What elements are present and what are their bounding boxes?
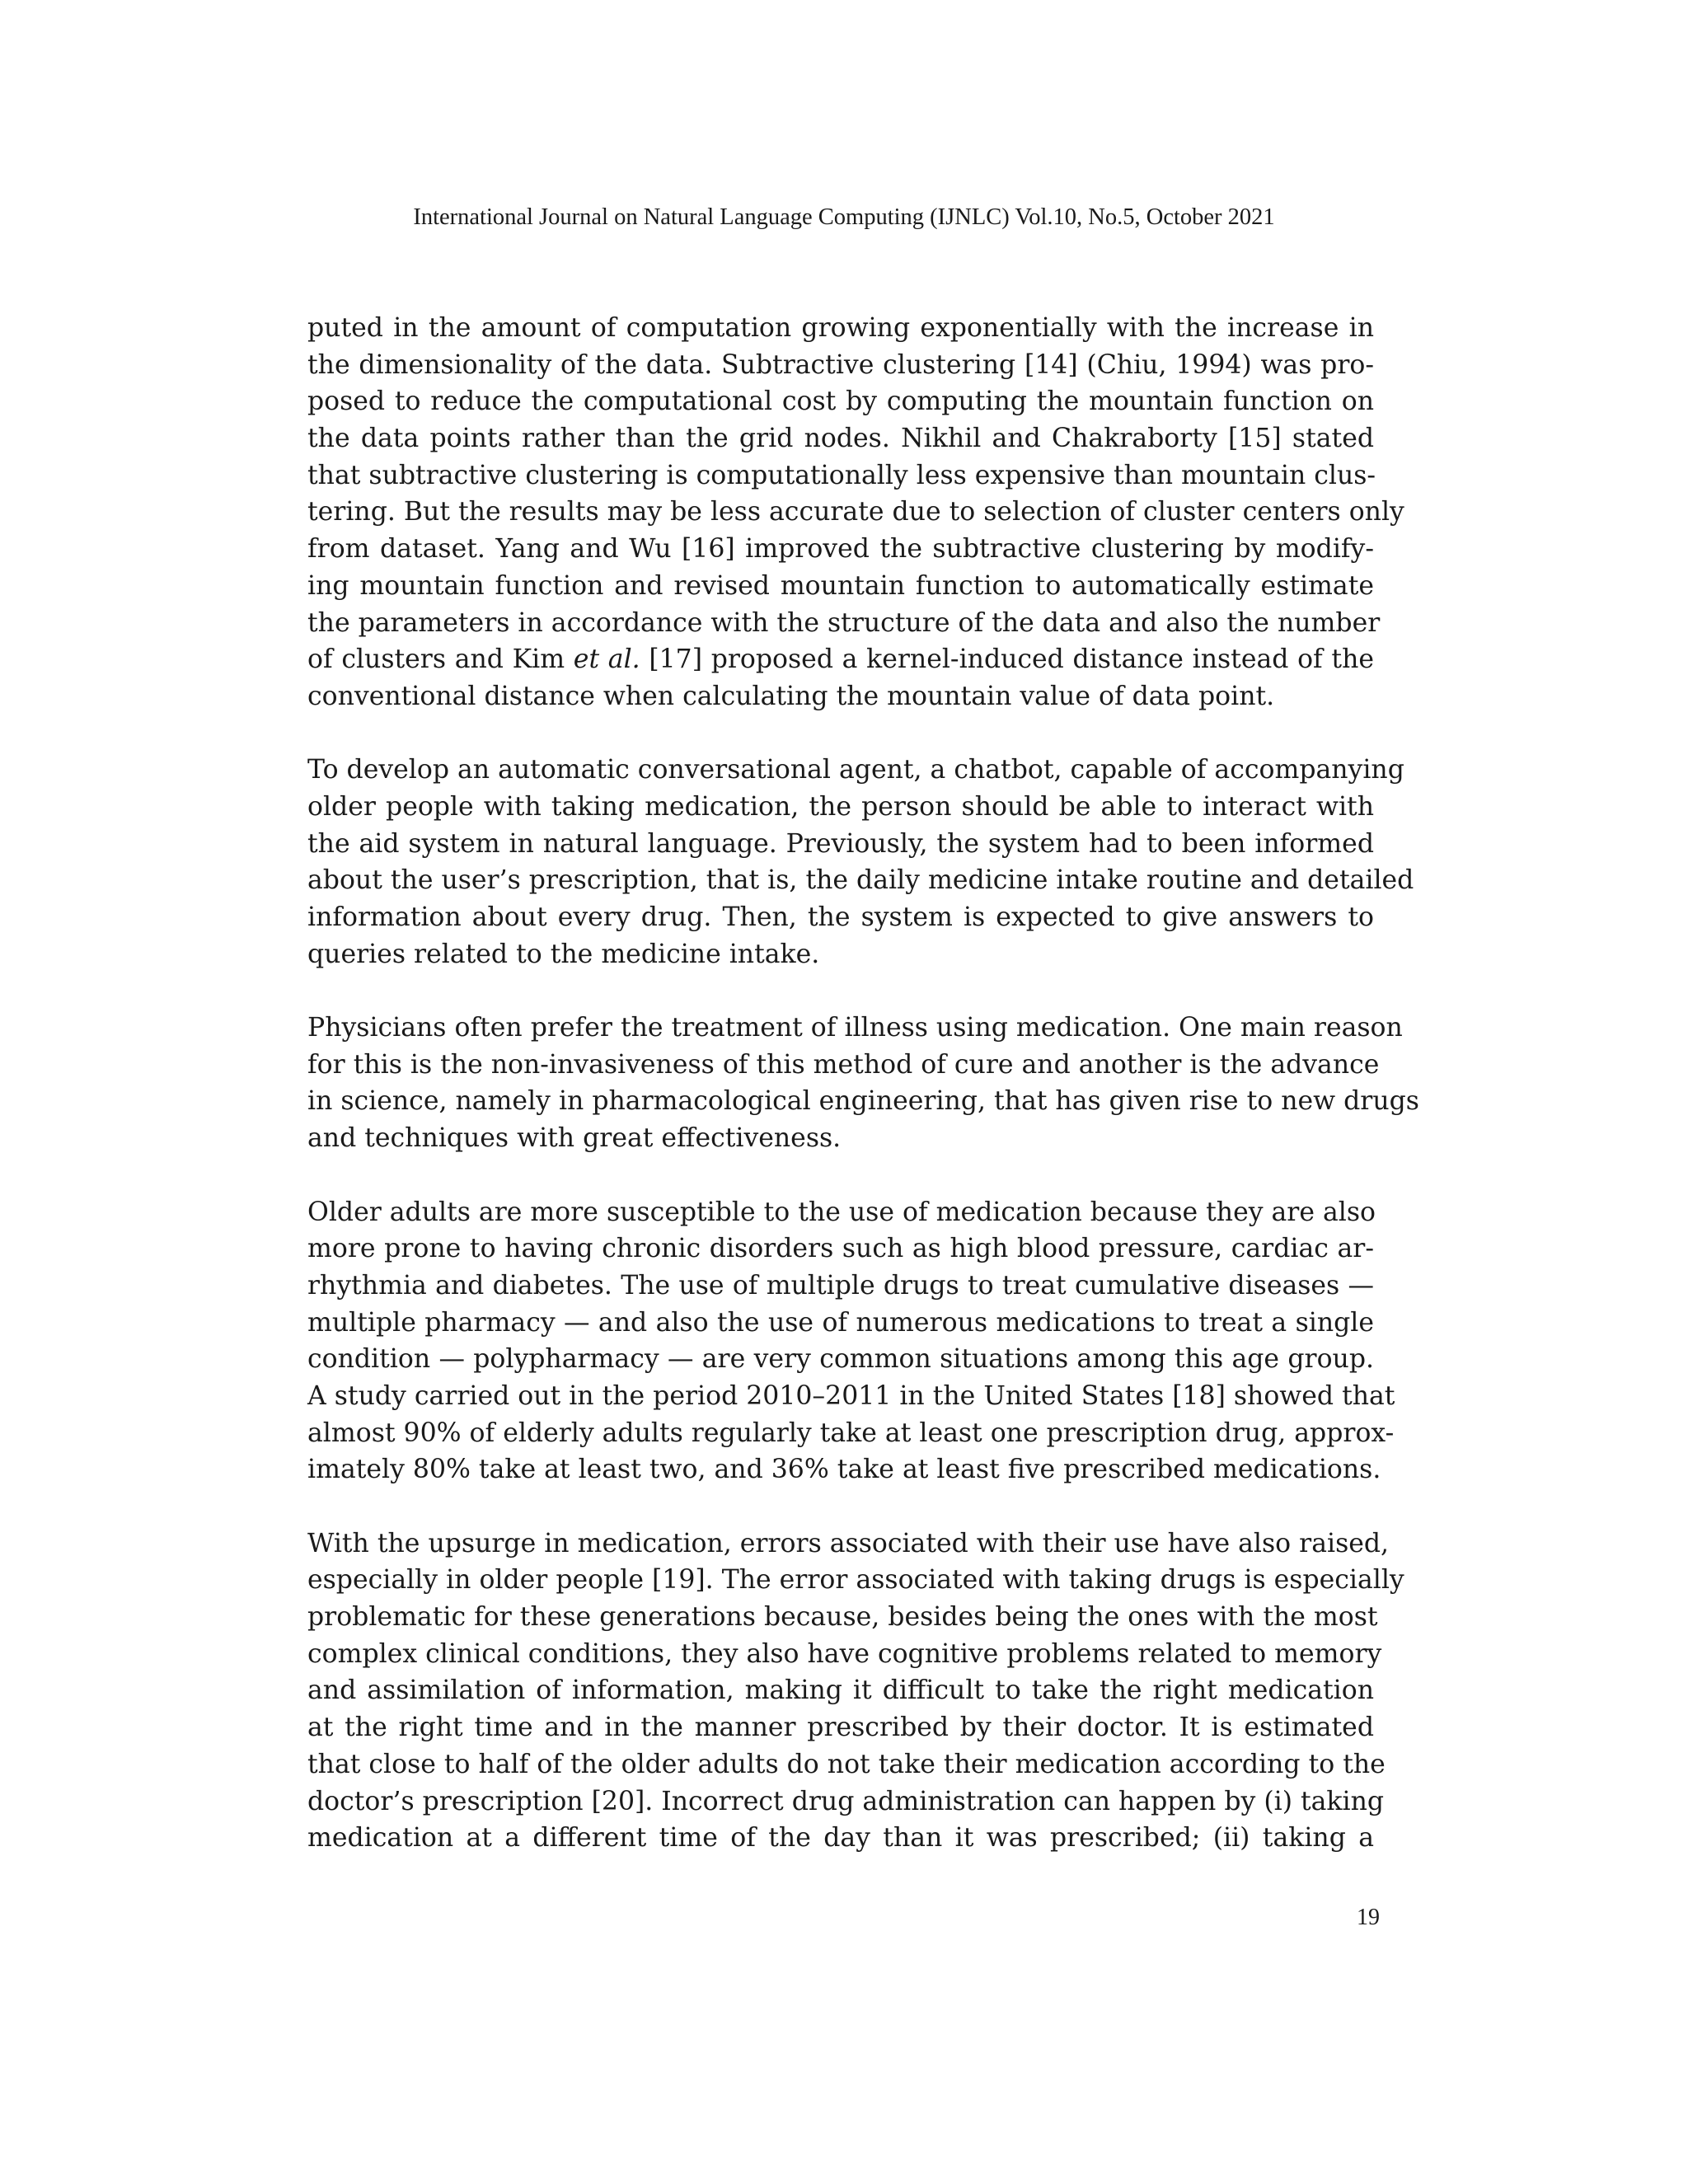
text-line: problematic for these generations because, besides being the ones with the most <box>307 1602 1378 1633</box>
text-line: for this is the non-invasiveness of this method of cure and another is the advance <box>307 1049 1380 1080</box>
text-segment: [17] proposed a kernel-induced distance instead of the <box>640 644 1374 675</box>
text-line: queries related to the medicine intake. <box>307 939 820 969</box>
text-line: at the right time and in the manner prescribed by their doctor. It is estimated <box>307 1713 1374 1743</box>
text-line: almost 90% of elderly adults regularly take at least one prescription drug, approx- <box>307 1418 1395 1448</box>
page-number: 19 <box>1357 1905 1380 1930</box>
text-line: especially in older people [19]. The error associated with taking drugs is especially <box>307 1565 1404 1596</box>
text-line: information about every drug. Then, the system is expected to give answers to <box>307 902 1374 932</box>
text-line: in science, namely in pharmacological engineering, that has given rise to new drugs <box>307 1086 1419 1117</box>
text-line: from dataset. Yang and Wu [16] improved the subtractive clustering by modify- <box>307 534 1374 565</box>
paragraph-5 <box>307 1526 1404 1857</box>
text-line: rhythmia and diabetes. The use of multiple drugs to treat cumulative diseases — <box>307 1270 1374 1301</box>
text-line: the parameters in accordance with the structure of the data and also the number <box>307 607 1381 638</box>
text-line: that close to half of the older adults do not take their medication according to the <box>307 1749 1386 1779</box>
text-line: the dimensionality of the data. Subtractive clustering [14] (Chiu, 1994) was pro- <box>307 349 1374 380</box>
text-line: imately 80% take at least two, and 36% take at least five prescribed medications. <box>307 1455 1381 1485</box>
text-line: medication at a different time of the day than it was prescribed; (ii) taking a <box>307 1823 1374 1854</box>
text-line: Older adults are more susceptible to the use of medication because they are also <box>307 1197 1376 1227</box>
text-line: and techniques with great effectiveness. <box>307 1123 842 1154</box>
running-header: International Journal on Natural Language Computing (IJNLC) Vol.10, No.5, October 2021 <box>413 204 1275 230</box>
text-line: the aid system in natural language. Previously, the system had to been informed <box>307 828 1374 859</box>
text-line: With the upsurge in medication, errors associated with their use have also raised, <box>307 1528 1390 1558</box>
paragraph-4 <box>307 1194 1395 1489</box>
text-line: complex clinical conditions, they also have cognitive problems related to memory <box>307 1638 1382 1669</box>
text-line: and assimilation of information, making it difficult to take the right medication <box>307 1675 1374 1706</box>
text-line: conventional distance when calculating the mountain value of data point. <box>307 681 1275 711</box>
paragraph-3 <box>307 1010 1419 1157</box>
body-text <box>307 310 1419 1857</box>
text-line: the data points rather than the grid nodes. Nikhil and Chakraborty [15] stated <box>307 424 1374 454</box>
text-line: puted in the amount of computation growing exponentially with the increase in <box>307 313 1374 343</box>
text-line: multiple pharmacy — and also the use of numerous medications to treat a single <box>307 1307 1374 1338</box>
text-line: about the user’s prescription, that is, the daily medicine intake routine and detailed <box>307 865 1414 896</box>
text-line: posed to reduce the computational cost by computing the mountain function on <box>307 387 1374 417</box>
text-line: that subtractive clustering is computationally less expensive than mountain clus- <box>307 460 1376 490</box>
text-line: condition — polypharmacy — are very common situations among this age group. <box>307 1344 1374 1375</box>
italic-et-al: et al. <box>573 644 640 675</box>
text-line: To develop an automatic conversational agent, a chatbot, capable of accompanying <box>307 755 1404 785</box>
text-line: ing mountain function and revised mountain function to automatically estimate <box>307 570 1374 601</box>
text-line: tering. But the results may be less accurate due to selection of cluster centers only <box>307 497 1404 527</box>
text-line-with-citation <box>307 641 1374 678</box>
text-line: more prone to having chronic disorders such as high blood pressure, cardiac ar- <box>307 1234 1374 1264</box>
paragraph-2 <box>307 752 1414 972</box>
text-line: Physicians often prefer the treatment of illness using medication. One main reason <box>307 1013 1403 1043</box>
text-line: doctor’s prescription [20]. Incorrect drug administration can happen by (i) taking <box>307 1786 1385 1816</box>
text-segment: of clusters and Kim <box>307 644 574 675</box>
text-line: older people with taking medication, the person should be able to interact with <box>307 791 1374 822</box>
text-line: A study carried out in the period 2010–2011 in the United States [18] showed that <box>307 1380 1395 1411</box>
paragraph-1 <box>307 310 1404 715</box>
